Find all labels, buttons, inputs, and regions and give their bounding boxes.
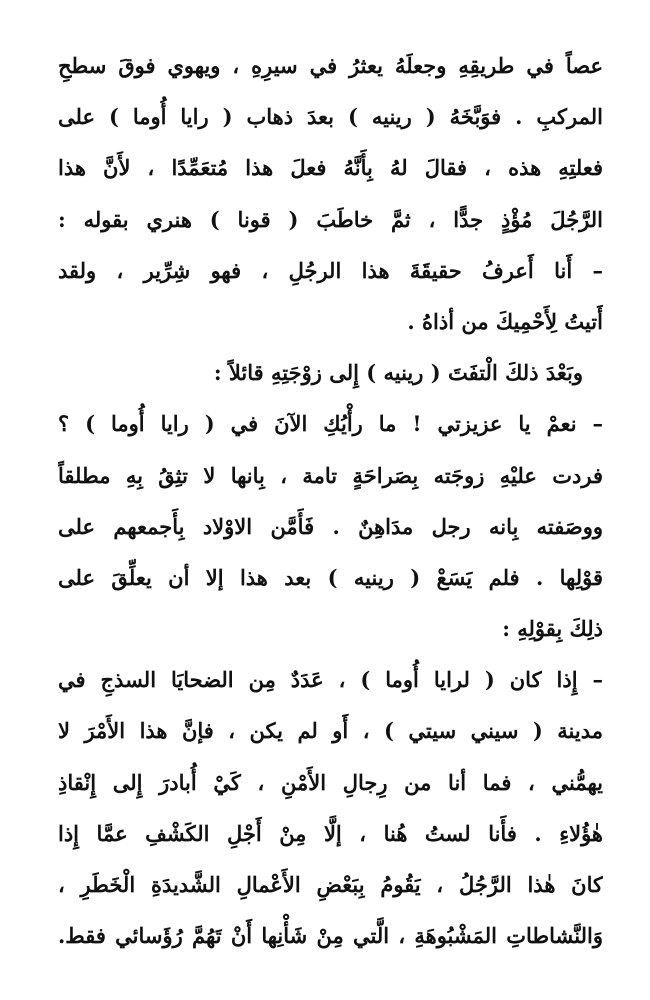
text-line: يهمُّني ، فما أنا من رِجالِ الأَمْنِ ، كَيْ أُبادرَ إِلى إِنْقاذِ [58,769,603,795]
text-line: مدينة ( سيني سيتي ) ، أَو لم يكن ، فإنَّ هذا الأَمْرَ لا [58,718,603,744]
text-line: ووصَفته بِانه رجل مدَاهِنٌ . فَأَمَّن الاوْلاد بِأَجمعهم على [58,513,603,539]
arabic-text-block [58,40,603,961]
text-line: المركبِ . فوَبَّخَهُ ( رينيه ) بعدَ ذهاب ( رايا أُوما ) على [58,104,603,130]
text-line: أَتيتُ لِأَحْمِيكَ من أذاهُ . [407,308,603,334]
text-line: هٰؤُلاءِ . فأَنا لستُ هُنا ، إلَّا مِنْ أَجْلِ الكَشْفِ عمَّا إِذا [58,820,603,846]
text-line: الرَّجُلَ مُؤْذٍ جدًّا ، ثمَّ خاطَبَ ( قونا ) هنري بقوله : [58,206,603,232]
text-line: – إِذا كان ( لرايا أُوما ) ، عَدَدٌ مِن الضحايَا السذجِ في [58,667,603,693]
text-line: ذلِكَ بِقوْلِهِ : [502,616,603,642]
text-line: فعلتِهِ هذه ، فقالَ لهُ بِأَنَّهُ فعلَ هذا مُتعَمِّدًا ، لأَنَّ هذا [58,155,603,181]
text-line: – أَنا أَعرفُ حقيقَةَ هذا الرجُلِ ، فهو شِرِّير ، ولقد [58,257,603,283]
text-line: – نعمْ يا عزيزتي ! ما رأْيُكِ الآنَ في ( رايا أُوما ) ؟ [58,411,603,437]
text-line: فردت عليْهِ زوجَته بِصَراحَةٍ تامة ، بِانها لا تثِقُ بِهِ مطلقاً [58,462,603,488]
text-line: وبَعْدَ ذلكَ الْتفَتَ ( رينيه ) إِلى زوْجَتِهِ قائلاً : [213,360,583,386]
text-line: وَالنَّشاطاتِ المَشْبُوهَةِ ، الَّتي مِنْ شَأْنِها أَنْ تَهُمَّ رُؤَسائي فقط. [58,923,603,949]
text-line: قوْلِها . فلم يَسَعْ ( رينيه ) بعد هذا إلا أن يعلِّقَ على [58,564,603,590]
text-line: عصاً في طريقِهِ وجعلَهُ يعثرُ في سيرِهِ ، ويهوي فوقَ سطحِ [58,53,603,78]
text-line: كانَ هٰذا الرَّجُلُ ، يَقُومُ بِبَعْضِ الأَعْمالِ الشَّديدَةِ الْخَطَرِ ، [58,872,603,897]
